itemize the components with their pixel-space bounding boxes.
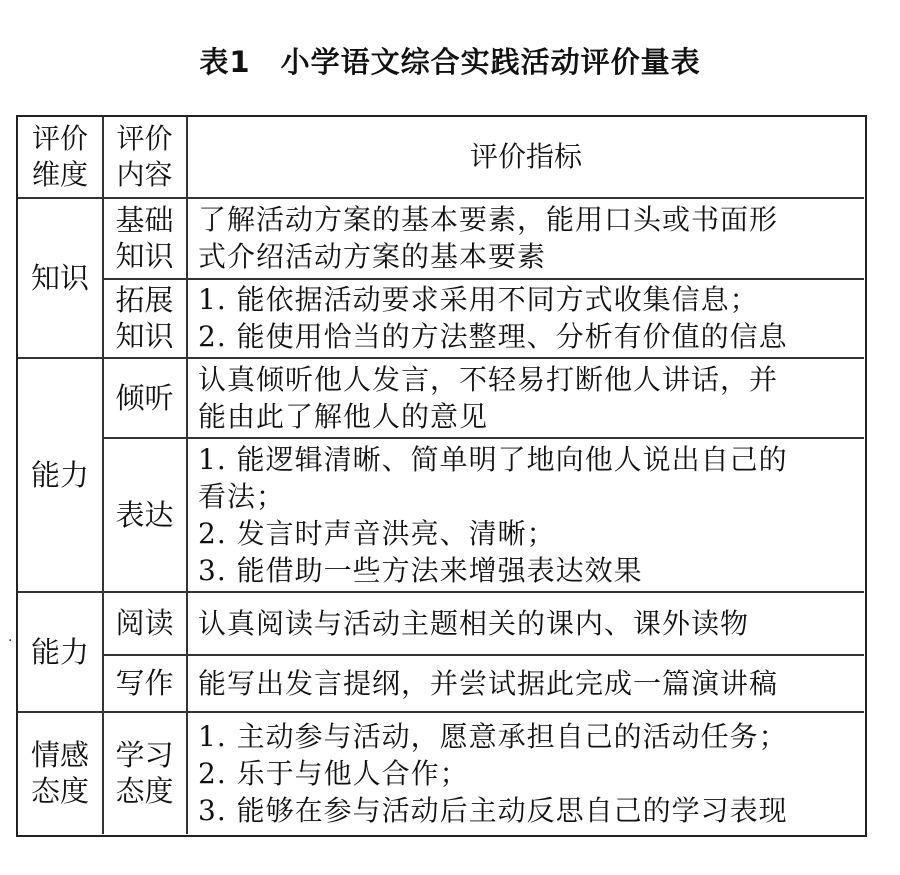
indicator-line: 2. 乐于与他人合作； <box>198 756 469 790</box>
dimension-attitude <box>18 712 102 834</box>
indicator-line: 认真倾听他人发言，不轻易打断他人讲话，并 <box>198 362 779 396</box>
indicator-writing <box>198 655 862 711</box>
indicator-line: 1. 能依据活动要求采用不同方式收集信息； <box>198 283 759 316</box>
content-listening <box>103 358 186 437</box>
content-basic-line-1: 基础 <box>115 203 174 237</box>
indicator-line: 认真阅读与活动主题相关的课内、课外读物 <box>198 606 750 640</box>
indicator-line: 2. 发言时声音洪亮、清晰； <box>198 516 556 550</box>
content-expression-text: 表达 <box>115 497 174 532</box>
content-reading <box>103 592 186 654</box>
content-basic-line-2: 知识 <box>115 239 174 273</box>
dimension-attitude-line-1: 情感 <box>30 738 89 772</box>
indicator-line: 看法； <box>198 479 286 513</box>
content-basic-knowledge <box>103 198 186 278</box>
header-content-line-1: 评价 <box>116 122 173 155</box>
indicator-line: 能写出发言提纲，并尝试据此完成一篇演讲稿 <box>198 666 779 700</box>
dimension-ability-2-text: 能力 <box>30 634 89 669</box>
content-expression <box>103 438 186 591</box>
indicator-line: 3. 能借助一些方法来增强表达效果 <box>198 553 643 587</box>
dimension-knowledge <box>18 198 102 357</box>
header-dimension-line-1: 评价 <box>31 122 88 155</box>
header-indicator <box>188 117 864 197</box>
content-reading-text: 阅读 <box>115 606 174 640</box>
content-attitude-line-1: 学习 <box>115 738 174 772</box>
indicator-line: 3. 能够在参与活动后主动反思自己的学习表现 <box>198 793 788 827</box>
indicator-line: 1. 主动参与活动，愿意承担自己的活动任务； <box>198 719 788 753</box>
indicator-basic-knowledge <box>198 198 862 278</box>
content-listening-text: 倾听 <box>115 380 174 415</box>
header-indicator-text: 评价指标 <box>469 140 582 173</box>
content-attitude-line-2: 态度 <box>115 774 174 808</box>
content-learning-attitude <box>103 712 186 834</box>
indicator-line: 2. 能使用恰当的方法整理、分析有价值的信息 <box>198 320 788 353</box>
indicator-expression <box>198 438 862 591</box>
dimension-ability-1-text: 能力 <box>30 457 89 492</box>
indicator-line: 了解活动方案的基本要素，能用口头或书面形 <box>198 203 779 236</box>
indicator-extended-knowledge <box>198 279 862 357</box>
indicator-line: 1. 能逻辑清晰、简单明了地向他人说出自己的 <box>198 442 788 476</box>
content-writing-text: 写作 <box>115 666 174 700</box>
indicator-learning-attitude <box>198 712 862 834</box>
dimension-ability-1 <box>18 358 102 591</box>
content-writing <box>103 655 186 711</box>
table-title: 表1 小学语文综合实践活动评价量表 <box>199 45 701 79</box>
margin-mark: · <box>8 633 13 649</box>
col-divider-2 <box>186 117 188 834</box>
content-extended-knowledge <box>103 279 186 357</box>
indicator-line: 式介绍活动方案的基本要素 <box>198 240 547 273</box>
content-extended-line-1: 拓展 <box>115 283 174 317</box>
header-dimension-line-2: 维度 <box>31 158 88 191</box>
indicator-reading <box>198 592 862 654</box>
evaluation-table <box>16 115 867 837</box>
indicator-listening <box>198 358 862 437</box>
dimension-ability-2 <box>18 592 102 711</box>
header-content <box>103 117 186 197</box>
header-content-line-2: 内容 <box>116 158 173 191</box>
dimension-knowledge-text: 知识 <box>30 260 89 295</box>
dimension-attitude-line-2: 态度 <box>30 774 89 808</box>
header-dimension <box>18 117 102 197</box>
indicator-line: 能由此了解他人的意见 <box>198 399 489 433</box>
content-extended-line-2: 知识 <box>115 319 174 353</box>
